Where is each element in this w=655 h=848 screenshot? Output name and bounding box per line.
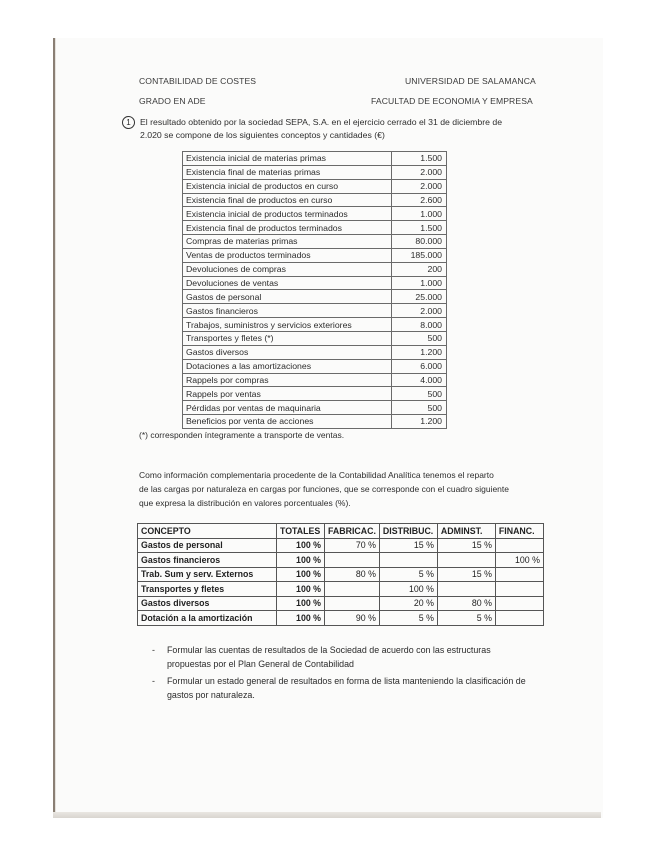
concept-name: Existencia final de materias primas <box>183 165 392 179</box>
sheet-edge <box>53 812 601 818</box>
concept-amount: 80.000 <box>392 235 447 249</box>
cell-totales: 100 % <box>277 553 325 568</box>
complementary-line-3: que expresa la distribución en valores porcentuales (%). <box>139 498 351 508</box>
concept-name: Compras de materias primas <box>183 235 392 249</box>
cell-adminst: 15 % <box>437 538 495 553</box>
cell-fabricac <box>325 596 380 611</box>
cell-totales: 100 % <box>277 538 325 553</box>
distribution-row <box>138 611 544 626</box>
cell-distribuc: 20 % <box>379 596 437 611</box>
cell-adminst: 5 % <box>437 611 495 626</box>
question-line-2: 2.020 se compone de los siguientes conceptos y cantidades (€) <box>140 130 385 140</box>
cell-financ <box>495 596 543 611</box>
cell-adminst <box>437 582 495 597</box>
concept-row <box>183 359 447 373</box>
concept-name: Existencia inicial de materias primas <box>183 152 392 166</box>
header-concepto: CONCEPTO <box>138 524 277 539</box>
concept-name: Pérdidas por ventas de maquinaria <box>183 401 392 415</box>
concept-row <box>183 207 447 221</box>
concept-amount: 6.000 <box>392 359 447 373</box>
task-bullet: - <box>152 645 155 655</box>
faculty-header: FACULTAD DE ECONOMIA Y EMPRESA <box>371 96 533 106</box>
cell-concepto: Gastos financieros <box>138 553 277 568</box>
concept-amount: 2.000 <box>392 165 447 179</box>
task-text: Formular las cuentas de resultados de la Sociedad de acuerdo con las estructuras propuestas por el Plan General de Contabilidad <box>167 645 491 669</box>
concept-amount: 500 <box>392 401 447 415</box>
question-line-1: El resultado obtenido por la sociedad SEPA, S.A. en el ejercicio cerrado el 31 de diciembre de <box>140 117 503 127</box>
cell-concepto: Trab. Sum y serv. Externos <box>138 567 277 582</box>
cell-concepto: Gastos de personal <box>138 538 277 553</box>
cell-financ <box>495 567 543 582</box>
question-statement <box>140 116 540 142</box>
concept-row <box>183 221 447 235</box>
concept-amount: 8.000 <box>392 318 447 332</box>
concept-row <box>183 415 447 429</box>
concept-row <box>183 401 447 415</box>
distribution-row <box>138 553 544 568</box>
header-fabricac: FABRICAC. <box>325 524 380 539</box>
header-financ: FINANC. <box>495 524 543 539</box>
concept-amount: 2.000 <box>392 304 447 318</box>
cell-totales: 100 % <box>277 582 325 597</box>
concept-name: Trabajos, suministros y servicios exteriores <box>183 318 392 332</box>
cell-fabricac: 80 % <box>325 567 380 582</box>
task-bullet: - <box>152 676 155 686</box>
concept-amount: 500 <box>392 331 447 345</box>
concept-row <box>183 373 447 387</box>
concept-name: Devoluciones de compras <box>183 262 392 276</box>
concept-name: Devoluciones de ventas <box>183 276 392 290</box>
cell-financ: 100 % <box>495 553 543 568</box>
concept-amount: 25.000 <box>392 290 447 304</box>
concept-name: Gastos financieros <box>183 304 392 318</box>
distribution-header-row <box>138 524 544 539</box>
cell-totales: 100 % <box>277 611 325 626</box>
cell-totales: 100 % <box>277 596 325 611</box>
distribution-row <box>138 567 544 582</box>
concept-amount: 1.200 <box>392 345 447 359</box>
cell-financ <box>495 582 543 597</box>
concept-amount: 4.000 <box>392 373 447 387</box>
degree-header: GRADO EN ADE <box>139 96 206 106</box>
concept-row <box>183 248 447 262</box>
distribution-table <box>137 523 544 626</box>
complementary-line-2: de las cargas por naturaleza en cargas por funciones, que se corresponde con el cuadro siguiente <box>139 484 509 494</box>
concept-name: Gastos de personal <box>183 290 392 304</box>
concept-amount: 500 <box>392 387 447 401</box>
concept-name: Dotaciones a las amortizaciones <box>183 359 392 373</box>
concept-row <box>183 193 447 207</box>
concept-row <box>183 318 447 332</box>
concept-amount: 185.000 <box>392 248 447 262</box>
concept-row <box>183 276 447 290</box>
concept-row <box>183 165 447 179</box>
concept-name: Beneficios por venta de acciones <box>183 415 392 429</box>
concepts-table <box>182 151 447 429</box>
cell-fabricac: 70 % <box>325 538 380 553</box>
concept-name: Rappels por ventas <box>183 387 392 401</box>
concept-amount: 1.200 <box>392 415 447 429</box>
cell-adminst <box>437 553 495 568</box>
concept-name: Existencia final de productos terminados <box>183 221 392 235</box>
cell-totales: 100 % <box>277 567 325 582</box>
concept-row <box>183 152 447 166</box>
cell-adminst: 80 % <box>437 596 495 611</box>
concept-name: Existencia inicial de productos en curso <box>183 179 392 193</box>
concept-name: Ventas de productos terminados <box>183 248 392 262</box>
complementary-line-1: Como información complementaria procedente de la Contabilidad Analítica tenemos el reparto <box>139 470 494 480</box>
cell-financ <box>495 611 543 626</box>
concept-row <box>183 290 447 304</box>
cell-concepto: Transportes y fletes <box>138 582 277 597</box>
concept-name: Rappels por compras <box>183 373 392 387</box>
task-item <box>152 643 532 671</box>
concept-amount: 2.600 <box>392 193 447 207</box>
cell-distribuc: 5 % <box>379 611 437 626</box>
task-list <box>152 643 532 705</box>
cell-distribuc: 100 % <box>379 582 437 597</box>
concept-amount: 2.000 <box>392 179 447 193</box>
concept-name: Transportes y fletes (*) <box>183 331 392 345</box>
cell-adminst: 15 % <box>437 567 495 582</box>
question-number: 1 <box>122 116 135 129</box>
concept-row <box>183 345 447 359</box>
footnote: (*) corresponden íntegramente a transporte de ventas. <box>139 430 345 440</box>
cell-distribuc: 5 % <box>379 567 437 582</box>
cell-concepto: Dotación a la amortización <box>138 611 277 626</box>
header-totales: TOTALES <box>277 524 325 539</box>
concept-row <box>183 235 447 249</box>
complementary-paragraph <box>139 468 534 510</box>
concept-name: Gastos diversos <box>183 345 392 359</box>
concept-row <box>183 262 447 276</box>
university-header: UNIVERSIDAD DE SALAMANCA <box>405 76 536 86</box>
concept-row <box>183 331 447 345</box>
concept-name: Existencia final de productos en curso <box>183 193 392 207</box>
concept-row <box>183 179 447 193</box>
subject-header: CONTABILIDAD DE COSTES <box>139 76 257 86</box>
cell-concepto: Gastos diversos <box>138 596 277 611</box>
concept-amount: 1.000 <box>392 207 447 221</box>
concept-amount: 1.000 <box>392 276 447 290</box>
cell-fabricac <box>325 582 380 597</box>
concept-name: Existencia inicial de productos terminados <box>183 207 392 221</box>
cell-distribuc: 15 % <box>379 538 437 553</box>
concept-amount: 1.500 <box>392 221 447 235</box>
header-distribuc: DISTRIBUC. <box>379 524 437 539</box>
cell-fabricac <box>325 553 380 568</box>
task-item <box>152 674 532 702</box>
concept-row <box>183 304 447 318</box>
concept-amount: 200 <box>392 262 447 276</box>
concept-row <box>183 387 447 401</box>
distribution-row <box>138 596 544 611</box>
concept-amount: 1.500 <box>392 152 447 166</box>
task-text: Formular un estado general de resultados en forma de lista manteniendo la clasificación de gastos por naturaleza. <box>167 676 526 700</box>
header-adminst: ADMINST. <box>437 524 495 539</box>
distribution-row <box>138 582 544 597</box>
distribution-row <box>138 538 544 553</box>
cell-financ <box>495 538 543 553</box>
cell-fabricac: 90 % <box>325 611 380 626</box>
cell-distribuc <box>379 553 437 568</box>
